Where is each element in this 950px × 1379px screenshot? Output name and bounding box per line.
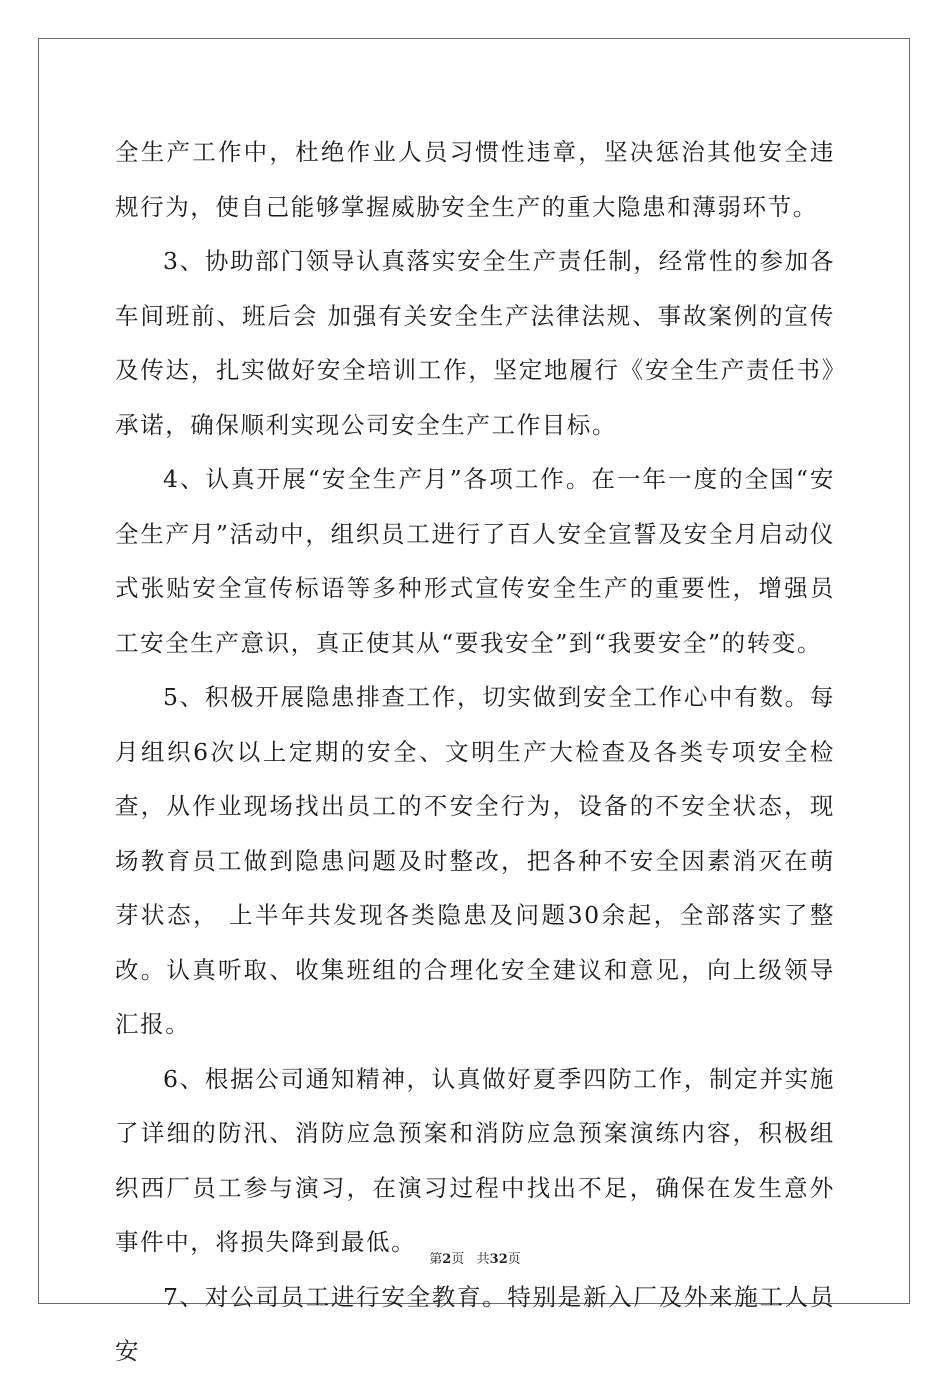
paragraph-item-4: 4、认真开展“安全生产月”各项工作。在一年一度的全国“安全生产月”活动中，组织员工进行了百人安全宣誓及安全月启动仪式张贴安全宣传标语等多种形式宣传安全生产的重要性，增强员工安全生产意识，真正使其从“要我安全”到“我要安全”的转变。 [115, 465, 835, 657]
footer-middle: 页 共 [451, 1252, 490, 1267]
paragraph-item-5: 5、积极开展隐患排查工作，切实做到安全工作心中有数。每月组织6次以上定期的安全、文明生产大检查及各类专项安全检查，从作业现场找出员工的不安全行为，设备的不安全状态，现场教育员工做到隐患问题及时整改，把各种不安全因素消灭在萌芽状态， 上半年共发现各类隐患及问题30余起，全部落实了整改。认真听取、收集班组的合理化安全建议和意见，向上级领导汇报。 [115, 683, 835, 1038]
paragraph-item-3: 3、协助部门领导认真落实安全生产责任制，经常性的参加各车间班前、班后会 加强有关安全生产法律法规、事故案例的宣传及传达，扎实做好安全培训工作，坚定地履行《安全生产责任书》承诺，确保顺利实现公司安全生产工作目标。 [115, 247, 835, 439]
footer-prefix: 第 [429, 1252, 443, 1267]
total-page-count: 32 [489, 1252, 508, 1267]
paragraph-item-6: 6、根据公司通知精神，认真做好夏季四防工作，制定并实施了详细的防汛、消防应急预案和消防应急预案演练内容，积极组织西厂员工参与演习，在演习过程中找出不足，确保在发生意外事件中，将损失降到最低。 [115, 1064, 835, 1256]
paragraph-1: 全生产工作中，杜绝作业人员习惯性违章，坚决惩治其他安全违规行为，使自己能够掌握威胁安全生产的重大隐患和薄弱环节。 [115, 138, 835, 221]
paragraph-item-7: 7、对公司员工进行安全教育。特别是新入厂及外来施工人员安 [115, 1282, 835, 1365]
footer-suffix: 页 [507, 1252, 521, 1267]
page-footer [0, 1248, 950, 1267]
current-page-number: 2 [442, 1252, 452, 1267]
document-body [115, 125, 835, 1379]
